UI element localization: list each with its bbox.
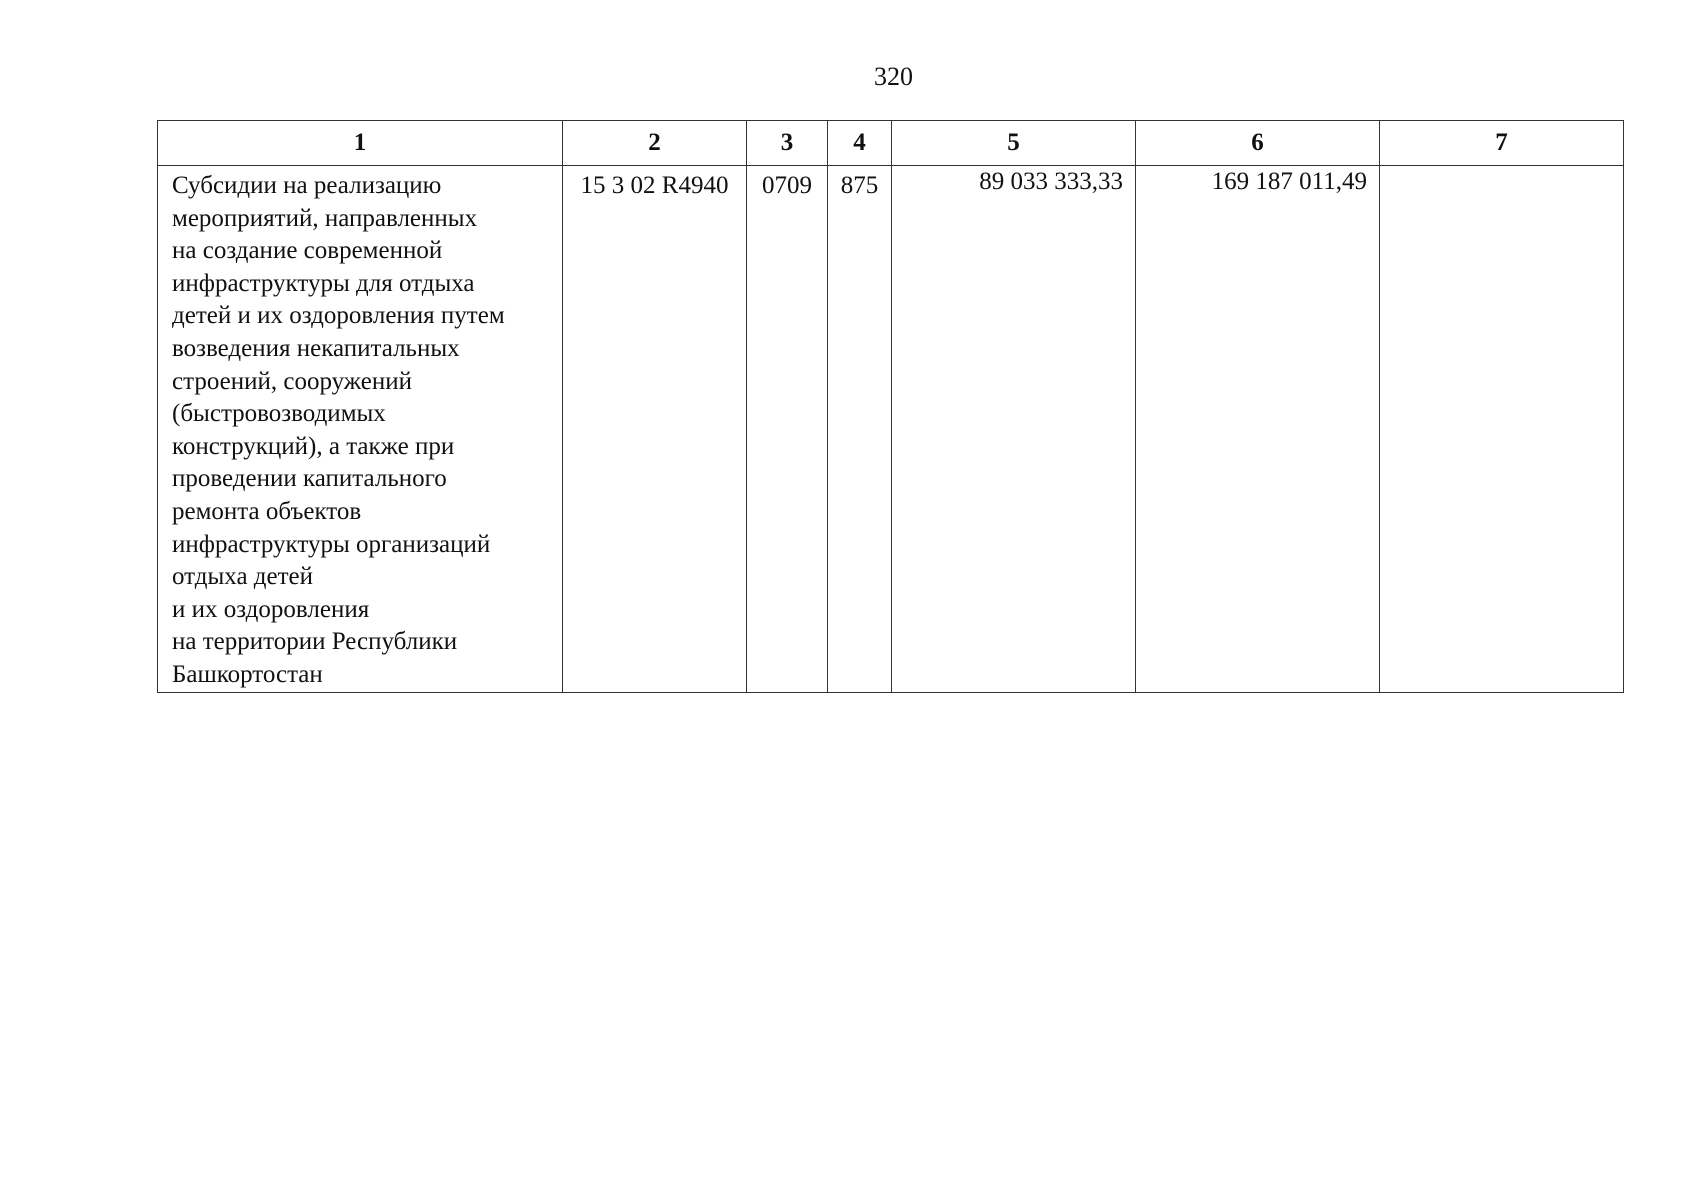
row-target-code: 15 3 02 R4940 <box>563 166 747 693</box>
column-header: 1 <box>158 121 563 166</box>
budget-table <box>157 120 1624 693</box>
row-section-code: 0709 <box>747 166 828 693</box>
table-header-row <box>158 121 1624 166</box>
row-description: Субсидии на реализацию мероприятий, направленных на создание современной инфраструктуры для отдыха детей и их оздоровления путем возведения некапитальных строений, сооружений (быстровозводимых конструкций), а также при проведении капитального ремонта объектов инфраструктуры организаций отдыха детей и их оздоровления на территории Республики Башкортостан <box>158 166 563 693</box>
row-amount-col7 <box>1380 166 1624 693</box>
column-header: 4 <box>828 121 892 166</box>
column-header: 2 <box>563 121 747 166</box>
column-header: 6 <box>1136 121 1380 166</box>
column-header: 5 <box>892 121 1136 166</box>
table-row <box>158 166 1624 693</box>
row-amount-col6: 169 187 011,49 <box>1136 166 1380 693</box>
row-amount-col5: 89 033 333,33 <box>892 166 1136 693</box>
row-expense-type: 875 <box>828 166 892 693</box>
column-header: 3 <box>747 121 828 166</box>
column-header: 7 <box>1380 121 1624 166</box>
page-number: 320 <box>874 62 913 91</box>
